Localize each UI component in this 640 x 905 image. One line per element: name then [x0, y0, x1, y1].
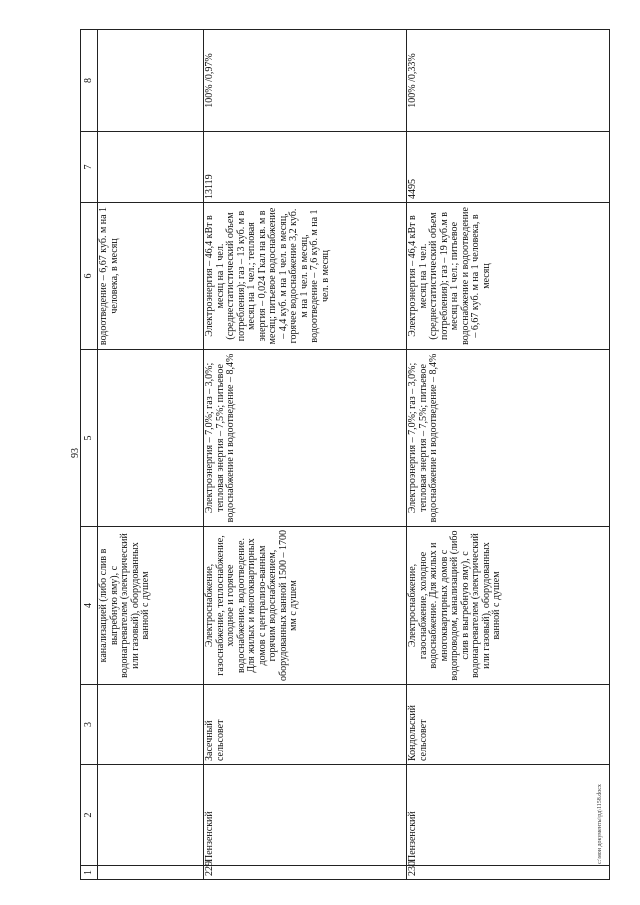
header-cell: 7 — [81, 132, 98, 203]
consumption-cell: Электроэнергия – 46,4 кВт в месяц на 1 чел. (среднестатистический объем потребления); газ – 13 куб. м в месяц на 1 чел.; тепловая энергия – 0,024 Гкал на кв. м в месяц; питьевое водоснабжение – 4,4 куб. м на 1 чел. в месяц, горячее водоснабжение 3,2 куб. м на 1 чел. в месяц, водоотведение – 7,6 куб. м на 1 чел. в месяц — [204, 203, 407, 350]
settlement-cell — [98, 685, 204, 765]
header-cell: 6 — [81, 203, 98, 350]
row-number-cell: 229 — [204, 866, 407, 880]
row-number-cell — [98, 866, 204, 880]
page-number: 93 — [70, 448, 81, 458]
population-cell: 13119 — [204, 132, 407, 203]
table-row — [204, 30, 407, 880]
tariff-growth-cell: Электроэнергия – 7,0%; газ – 3,0%; тепловая энергия – 7,5%; питьевое водоснабжение и водоотведение – 8,4% — [407, 350, 610, 527]
consumption-cell: водоотведение – 6,67 куб. м на 1 человека, в месяц — [98, 203, 204, 350]
footer-file-path: c:\мои документы\рд\1158.docx — [597, 784, 603, 864]
share-cell: 100% /0,33% — [407, 30, 610, 132]
services-cell: Электроснабжение, газоснабжение, холодное водоснабжение. Для жилых и многоквартирных домов с водопроводом, канализацией (либо слив в выгребную яму), с водонагревателем (электрический или газовый), оборудованных ванной с душем — [407, 527, 610, 685]
settlement-cell: Засечный сельсовет — [204, 685, 407, 765]
tariff-table — [80, 29, 610, 880]
district-cell: Пензенский — [407, 765, 610, 866]
header-row — [81, 30, 98, 880]
header-cell: 4 — [81, 527, 98, 685]
settlement-cell: Кондольский сельсовет — [407, 685, 610, 765]
header-cell: 3 — [81, 685, 98, 765]
row-number-cell: 230 — [407, 866, 610, 880]
population-cell — [98, 132, 204, 203]
consumption-cell: Электроэнергия – 46,4 кВт в месяц на 1 чел. (среднестатистический объем потребления); газ – 19 куб.м в месяц на 1 чел.; питьевое водоснабжение и водоотведение – 6,67 куб. м на 1 человека, в месяц — [407, 203, 610, 350]
table-row — [407, 30, 610, 880]
header-cell: 5 — [81, 350, 98, 527]
header-cell: 1 — [81, 866, 98, 880]
district-cell: Пензенский — [204, 765, 407, 866]
population-cell: 4495 — [407, 132, 610, 203]
share-cell: 100% /0,97% — [204, 30, 407, 132]
services-cell: Электроснабжение, газоснабжение, теплоснабжение, холодное и горячее водоснабжение, водоотведение. Для жилых и многоквартирных домов с централизо-ванным горячим водоснабжением, оборудованных ванной 1500 – 1700 мм с душем — [204, 527, 407, 685]
tariff-growth-cell — [98, 350, 204, 527]
rotated-table-container — [80, 30, 580, 880]
header-cell: 2 — [81, 765, 98, 866]
services-cell: канализацией (либо слив в выгребную яму), с водонагревателем (электрический или газовый), оборудованных ванной с душем — [98, 527, 204, 685]
share-cell — [98, 30, 204, 132]
table-row — [98, 30, 204, 880]
district-cell — [98, 765, 204, 866]
header-cell: 8 — [81, 30, 98, 132]
tariff-growth-cell: Электроэнергия – 7,0%; газ – 3,0%; тепловая энергия – 7,5%; питьевое водоснабжение и водоотведение – 8,4% — [204, 350, 407, 527]
